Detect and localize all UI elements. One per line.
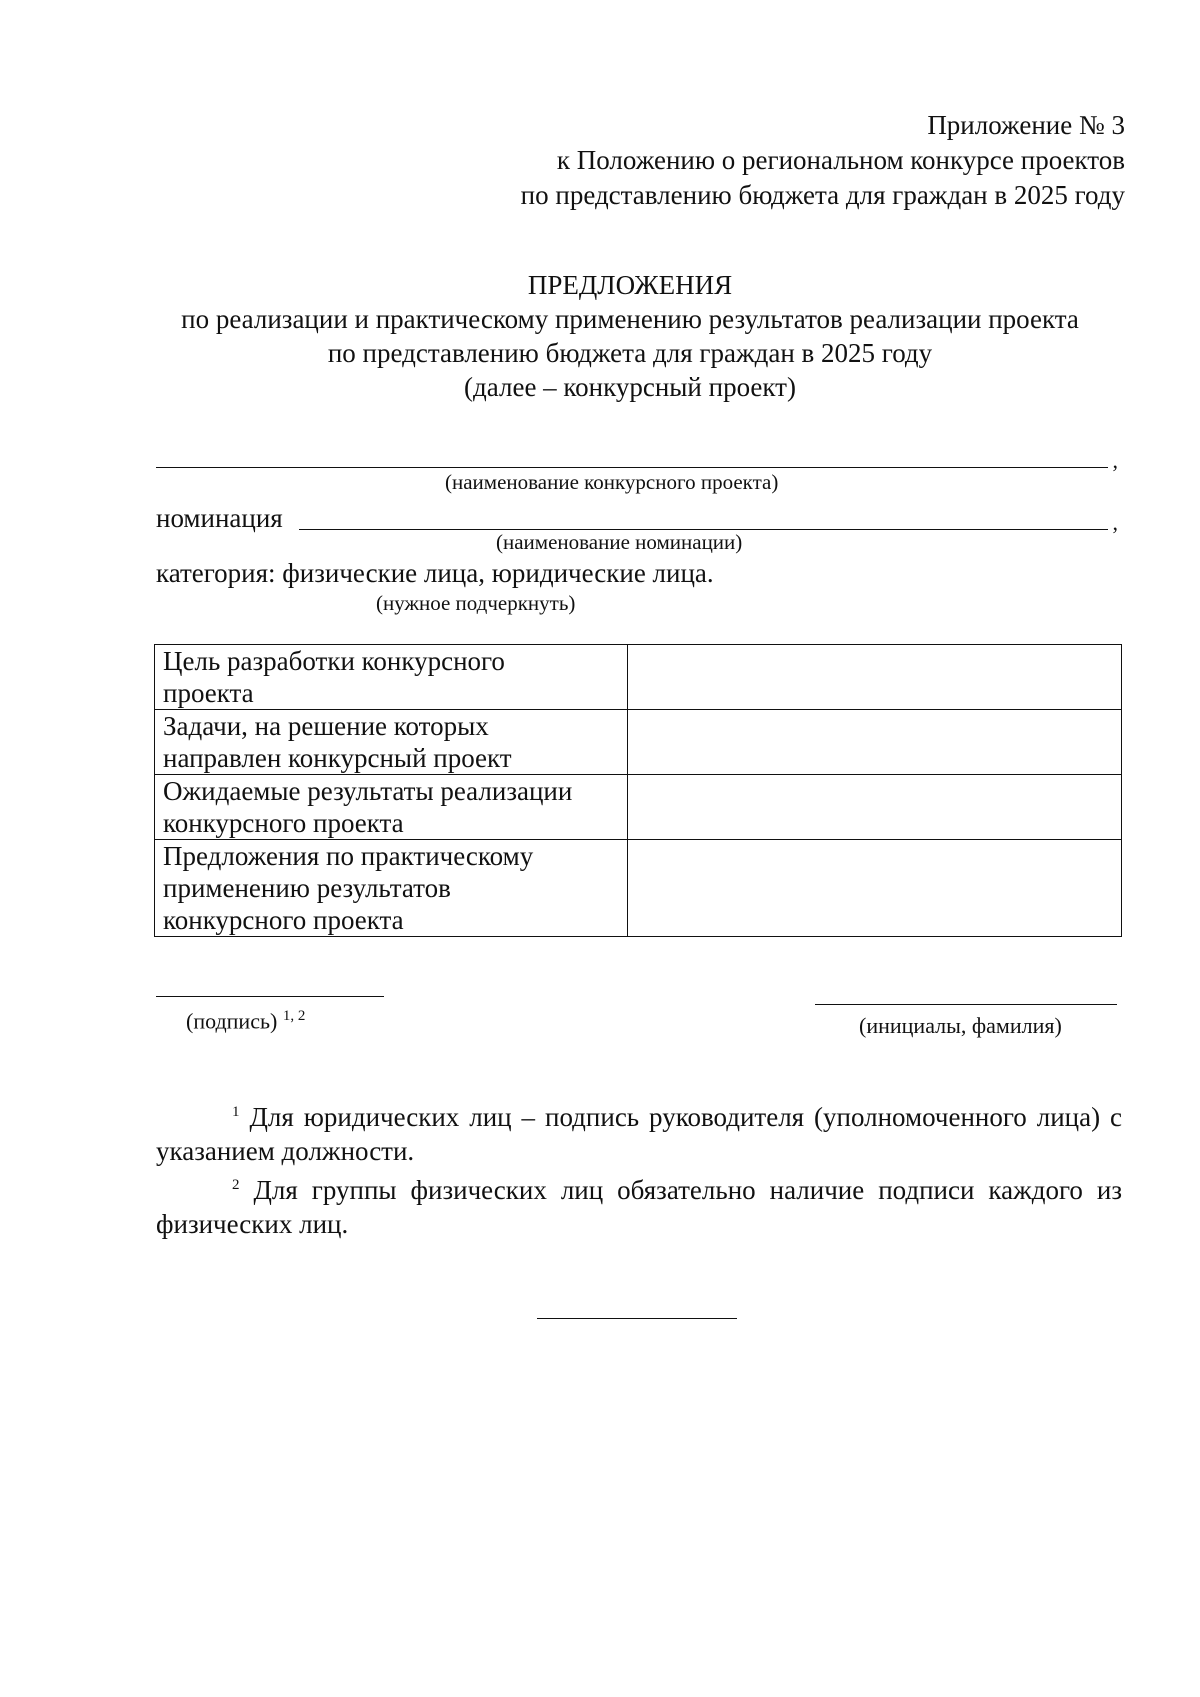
title-heading: ПРЕДЛОЖЕНИЯ (527, 270, 733, 300)
project-name-field[interactable] (156, 438, 1122, 474)
field-comma: , (1112, 510, 1118, 535)
signature-footnote-ref: 1, 2 (282, 1008, 306, 1024)
proposal-table (154, 644, 1122, 937)
footnote-2: $^2$ Для группы физических лиц обязательно наличие подписи каждого из физических лиц. (156, 1175, 1123, 1239)
nomination-caption: (наименование номинации) (496, 530, 743, 554)
row-value-tasks[interactable] (628, 710, 1122, 775)
title-line-3: (далее – конкурсный проект) (464, 372, 796, 402)
title-line-2: по представлению бюджета для граждан в 2025 году (327, 338, 933, 368)
table-row (155, 645, 1122, 710)
category-text: категория: физические лица, юридические лица. (156, 558, 714, 588)
document-title (140, 268, 1120, 404)
appendix-reference-cont: по представлению бюджета для граждан в 2025 году (520, 180, 1125, 210)
field-comma: , (1112, 448, 1118, 473)
table-row (155, 775, 1122, 840)
project-name-line (156, 467, 1108, 468)
row-value-results[interactable] (628, 775, 1122, 840)
appendix-header (521, 108, 1125, 213)
row-value-proposals[interactable] (628, 840, 1122, 937)
nomination-label: номинация (156, 503, 283, 533)
table-row (155, 710, 1122, 775)
row-label-proposals: Предложения по практическому применению результатов конкурсного проекта (155, 840, 628, 937)
project-name-caption: (наименование конкурсного проекта) (445, 470, 779, 494)
end-divider (537, 1318, 737, 1319)
row-value-goal[interactable] (628, 645, 1122, 710)
row-label-tasks: Задачи, на решение которых направлен конкурсный проект (155, 710, 628, 775)
table-row (155, 840, 1122, 937)
signature-line[interactable] (156, 996, 384, 997)
appendix-number: Приложение № 3 (927, 110, 1125, 140)
footnotes (156, 1095, 1122, 1241)
name-line[interactable] (815, 1004, 1117, 1005)
footnote-1: $^1$ Для юридических лиц – подпись руководителя (уполномоченного лица) с указанием должности. (156, 1102, 1123, 1166)
row-label-results: Ожидаемые результаты реализации конкурсного проекта (155, 775, 628, 840)
title-line-1: по реализации и практическому применению результатов реализации проекта (181, 304, 1079, 334)
appendix-reference: к Положению о региональном конкурсе проектов (556, 145, 1125, 175)
row-label-goal: Цель разработки конкурсного проекта (155, 645, 628, 710)
signature-caption: (подпись) $^{1, 2}$ (186, 1008, 306, 1034)
category-caption: (нужное подчеркнуть) (376, 591, 576, 615)
name-caption: (инициалы, фамилия) (859, 1013, 1062, 1038)
